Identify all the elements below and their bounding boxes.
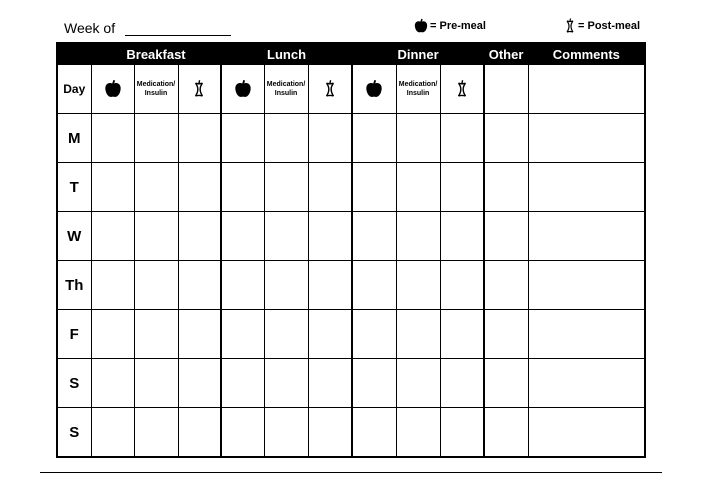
log-entry-cell[interactable] [396,261,440,310]
dinner-medication-column [396,65,440,114]
log-entry-cell[interactable] [396,163,440,212]
log-entry-cell[interactable] [308,114,352,163]
medication-label-line2: Insulin [406,90,430,97]
log-entry-cell[interactable] [352,114,396,163]
apple-core-icon [564,18,576,34]
log-entry-cell[interactable] [308,212,352,261]
log-entry-cell[interactable] [91,163,134,212]
dinner-pre-meal-column [352,65,396,114]
log-entry-cell[interactable] [264,310,308,359]
log-entry-cell[interactable] [134,163,178,212]
log-entry-cell[interactable] [91,114,134,163]
log-entry-cell[interactable] [221,359,264,408]
apple-icon [92,79,134,99]
log-entry-cell[interactable] [528,114,645,163]
medication-label-line2: Insulin [144,90,168,97]
breakfast-medication-column [134,65,178,114]
log-entry-cell[interactable] [91,261,134,310]
log-entry-cell[interactable] [134,114,178,163]
medication-label-line2: Insulin [274,90,298,97]
log-entry-cell[interactable] [178,163,221,212]
log-entry-cell[interactable] [221,261,264,310]
day-label: S [57,408,91,458]
breakfast-post-meal-column [178,65,221,114]
log-entry-cell[interactable] [396,408,440,458]
apple-icon [414,18,428,34]
log-entry-cell[interactable] [484,163,528,212]
log-entry-cell[interactable] [528,212,645,261]
legend-pre-meal [414,18,486,34]
day-label: S [57,359,91,408]
log-entry-cell[interactable] [352,261,396,310]
log-entry-cell[interactable] [264,261,308,310]
medication-label-line1: Medication/ [136,81,176,88]
day-row [57,163,645,212]
log-entry-cell[interactable] [528,310,645,359]
log-entry-cell[interactable] [91,310,134,359]
lunch-medication-column [264,65,308,114]
meal-header-row [57,43,645,65]
legend-pre-meal-label: = Pre-meal [430,20,486,32]
log-entry-cell[interactable] [484,359,528,408]
log-entry-cell[interactable] [91,212,134,261]
log-entry-cell[interactable] [352,408,396,458]
day-row [57,408,645,458]
log-entry-cell[interactable] [352,310,396,359]
log-entry-cell[interactable] [264,212,308,261]
log-entry-cell[interactable] [440,261,484,310]
log-entry-cell[interactable] [308,163,352,212]
breakfast-pre-meal-column [91,65,134,114]
log-entry-cell[interactable] [484,114,528,163]
log-entry-cell[interactable] [440,114,484,163]
log-entry-cell[interactable] [134,261,178,310]
log-entry-cell[interactable] [178,310,221,359]
other-header: Other [484,43,528,65]
apple-core-icon [441,79,484,99]
log-entry-cell[interactable] [308,261,352,310]
log-entry-cell[interactable] [264,359,308,408]
day-label: M [57,114,91,163]
day-row [57,310,645,359]
medication-label-line1: Medication/ [266,81,306,88]
log-entry-cell[interactable] [134,408,178,458]
log-entry-cell[interactable] [528,408,645,458]
log-entry-cell[interactable] [352,163,396,212]
day-label: F [57,310,91,359]
week-of-label: Week of [64,20,116,36]
log-entry-cell[interactable] [178,408,221,458]
log-entry-cell[interactable] [484,261,528,310]
day-row [57,261,645,310]
bottom-rule [40,472,662,473]
dinner-post-meal-column [440,65,484,114]
log-entry-cell[interactable] [484,310,528,359]
log-entry-cell[interactable] [440,163,484,212]
lunch-post-meal-column [308,65,352,114]
day-label: W [57,212,91,261]
legend-post-meal-label: = Post-meal [578,20,641,32]
log-entry-cell[interactable] [528,163,645,212]
log-entry-cell[interactable] [484,212,528,261]
log-entry-cell[interactable] [528,359,645,408]
log-entry-cell[interactable] [91,359,134,408]
log-entry-cell[interactable] [178,261,221,310]
apple-icon [353,79,396,99]
log-entry-cell[interactable] [440,408,484,458]
subheader-row [57,65,645,114]
log-entry-cell[interactable] [134,212,178,261]
log-entry-cell[interactable] [308,408,352,458]
comments-column [528,65,645,114]
log-entry-cell[interactable] [528,261,645,310]
log-entry-cell[interactable] [221,408,264,458]
breakfast-header: Breakfast [91,43,221,65]
lunch-pre-meal-column [221,65,264,114]
other-column [484,65,528,114]
log-entry-cell[interactable] [396,114,440,163]
day-header: Day [57,65,91,114]
log-entry-cell[interactable] [91,408,134,458]
glucose-log-table [56,42,646,458]
apple-core-icon [179,79,221,99]
week-of-field [64,20,231,36]
log-entry-cell[interactable] [221,310,264,359]
log-entry-cell[interactable] [264,114,308,163]
log-entry-cell[interactable] [134,310,178,359]
log-entry-cell[interactable] [221,163,264,212]
log-entry-cell[interactable] [178,359,221,408]
log-entry-cell[interactable] [440,359,484,408]
log-entry-cell[interactable] [484,408,528,458]
log-entry-cell[interactable] [308,359,352,408]
log-entry-cell[interactable] [308,310,352,359]
log-entry-cell[interactable] [178,212,221,261]
day-row [57,114,645,163]
corner-cell [57,43,91,65]
day-row [57,212,645,261]
days-body [57,114,645,458]
day-label: T [57,163,91,212]
log-entry-cell[interactable] [440,212,484,261]
log-entry-cell[interactable] [352,359,396,408]
log-entry-cell[interactable] [396,212,440,261]
log-entry-cell[interactable] [134,359,178,408]
log-entry-cell[interactable] [396,359,440,408]
log-entry-cell[interactable] [178,114,221,163]
day-row [57,359,645,408]
log-entry-cell[interactable] [396,310,440,359]
day-label: Th [57,261,91,310]
log-entry-cell[interactable] [221,212,264,261]
log-entry-cell[interactable] [221,114,264,163]
log-entry-cell[interactable] [352,212,396,261]
medication-label-line1: Medication/ [398,81,438,88]
dinner-header: Dinner [352,43,484,65]
legend-post-meal [564,18,640,34]
comments-header: Comments [528,43,645,65]
log-entry-cell[interactable] [264,408,308,458]
week-of-input-line[interactable] [125,23,231,36]
lunch-header: Lunch [221,43,352,65]
apple-core-icon [309,79,352,99]
apple-icon [222,79,264,99]
log-entry-cell[interactable] [264,163,308,212]
log-entry-cell[interactable] [440,310,484,359]
